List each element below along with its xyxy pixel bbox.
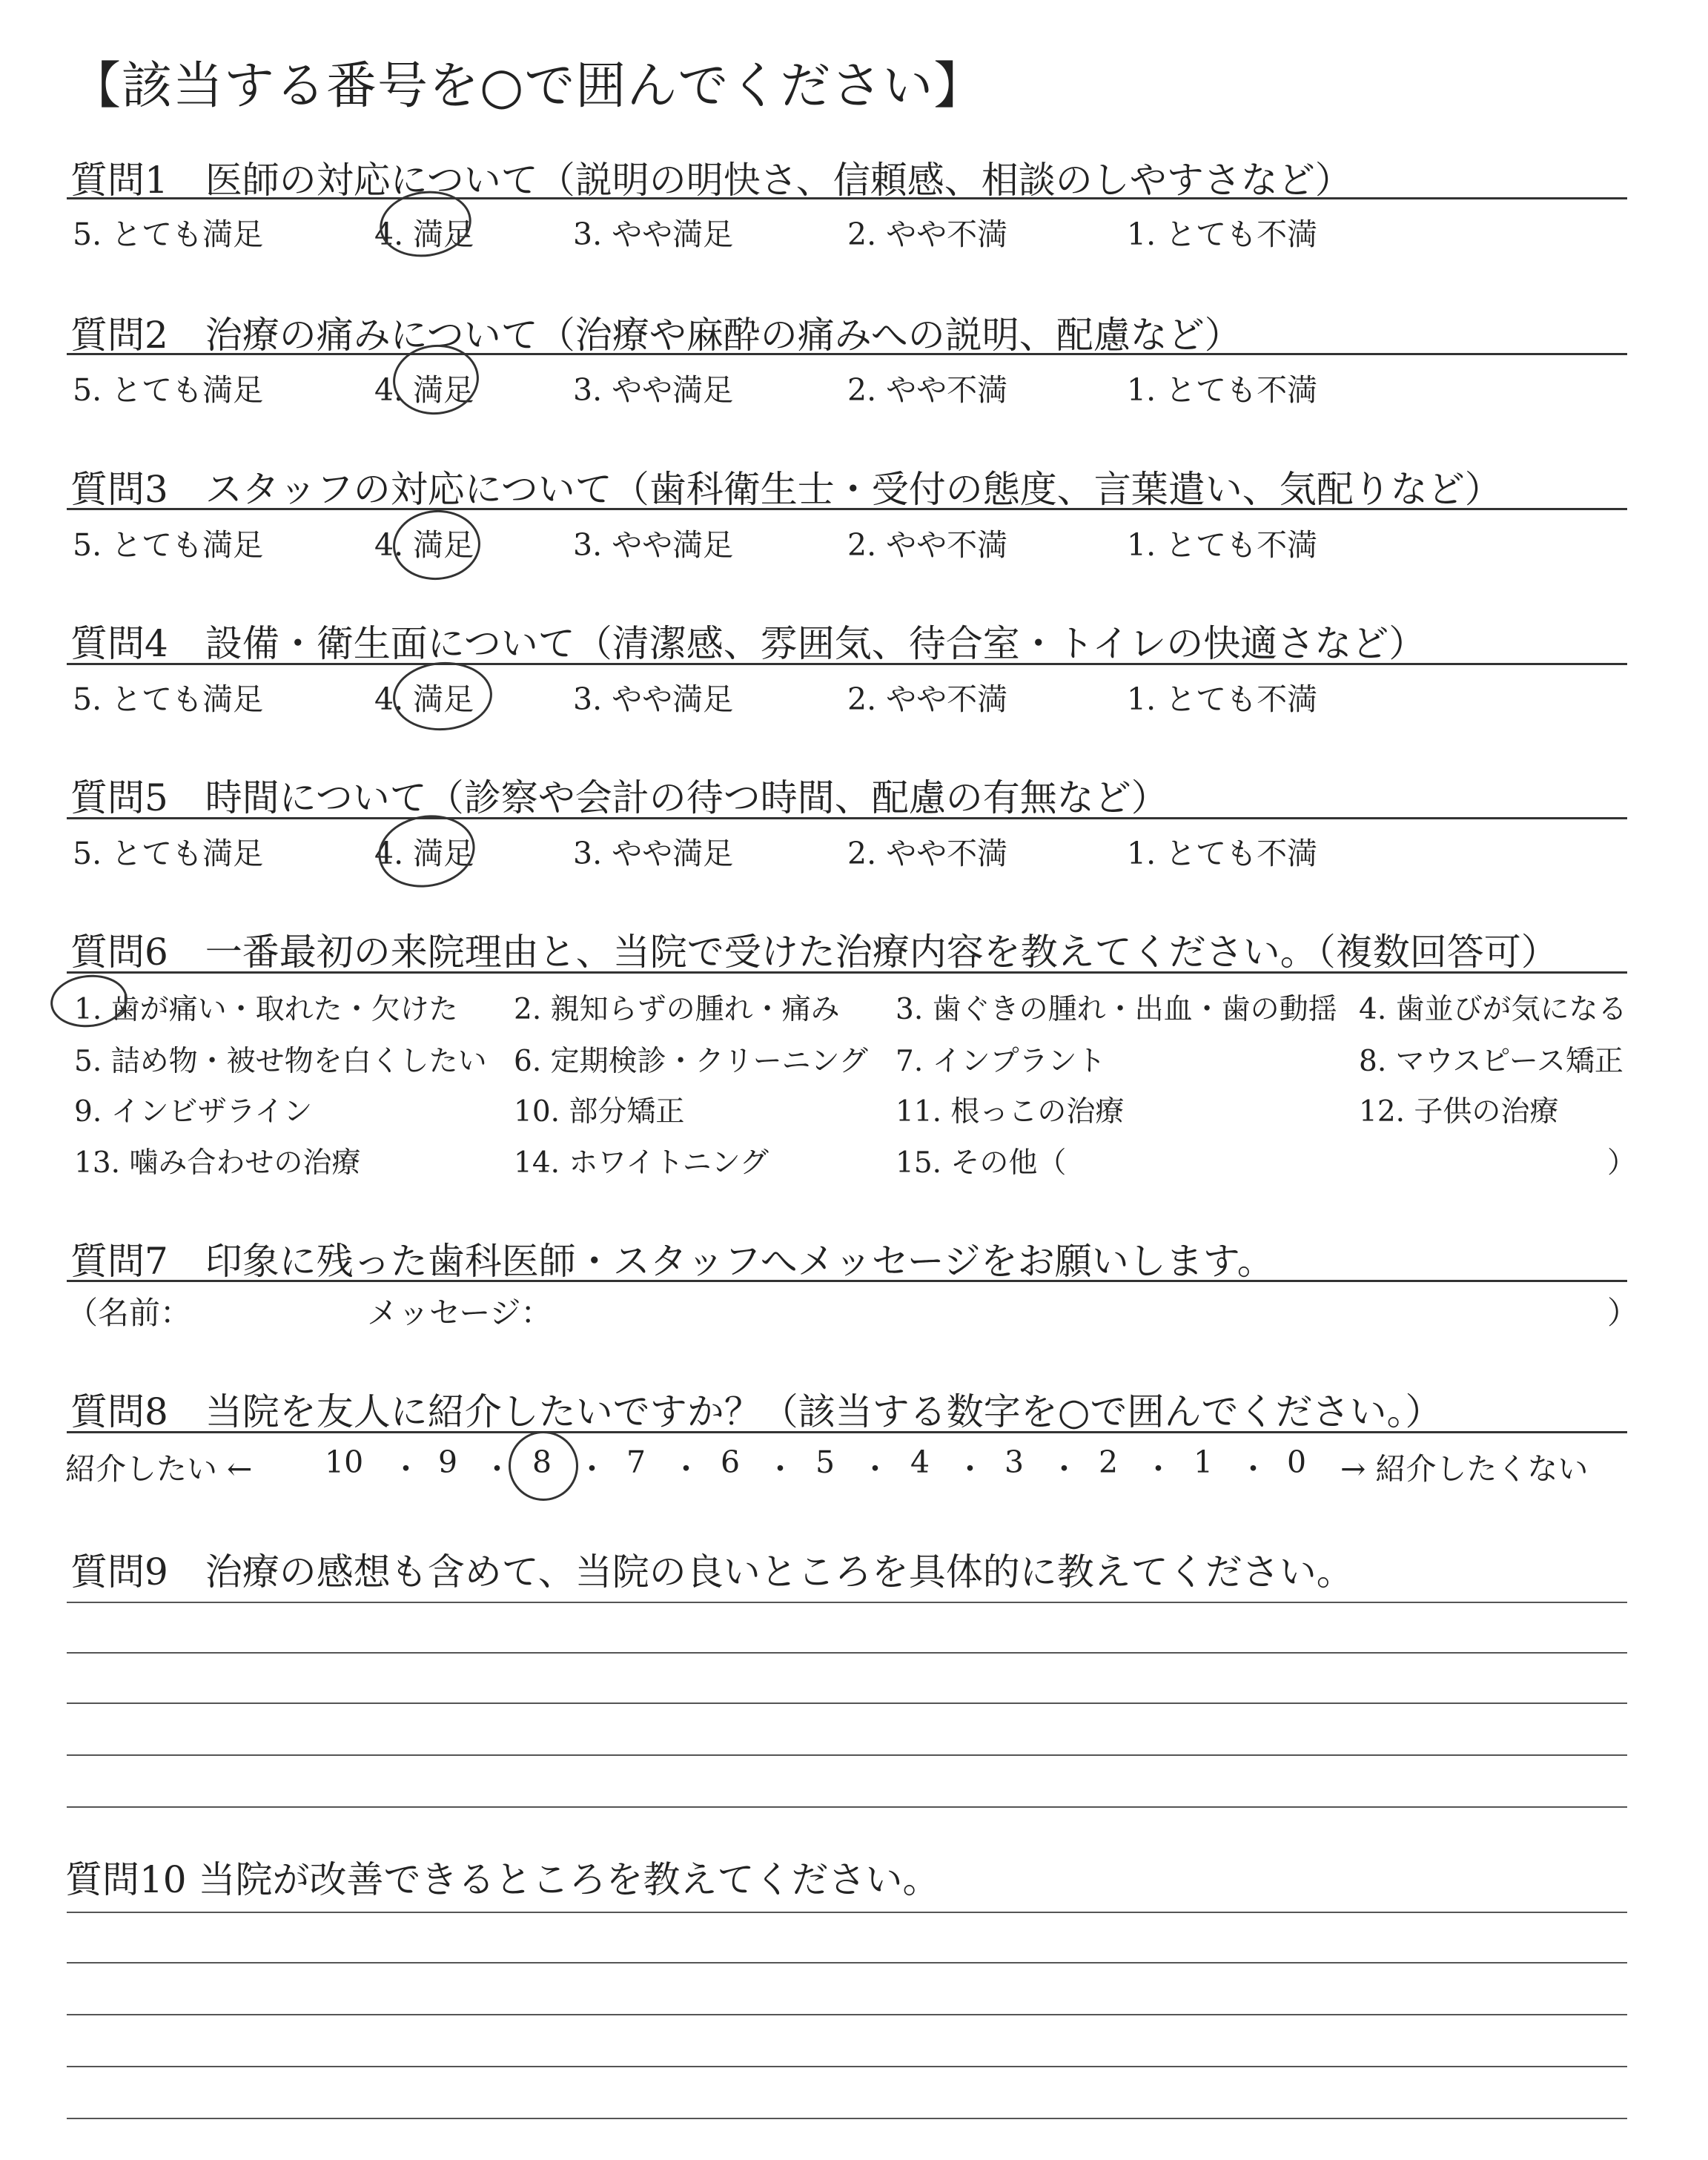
question-8-rule xyxy=(67,1431,1627,1433)
question-10-title: 質問10 当院が改善できるところを教えてください。 xyxy=(65,1858,940,1901)
answer-line xyxy=(67,1806,1627,1808)
q6-option-13[interactable]: 13. 噛み合わせの治療 xyxy=(74,1146,361,1180)
form-header: 【該当する番号を○で囲んでください】 xyxy=(70,57,985,116)
q4-option-4[interactable]: 4. 満足 xyxy=(374,681,474,717)
q8-number-0[interactable]: 0 xyxy=(1287,1444,1307,1480)
question-1-title: 質問1 医師の対応について（説明の明快さ、信頼感、相談のしやすさなど） xyxy=(70,159,1352,202)
q8-number-7[interactable]: 7 xyxy=(626,1444,646,1480)
q3-selection-circle xyxy=(391,507,483,583)
q6-option-8[interactable]: 8. マウスピース矯正 xyxy=(1359,1045,1623,1078)
q1-option-5[interactable]: 5. とても満足 xyxy=(73,217,264,252)
q6-option-4[interactable]: 4. 歯並びが気になる xyxy=(1359,993,1627,1026)
q4-selection-circle xyxy=(391,658,494,733)
q2-option-3[interactable]: 3. やや満足 xyxy=(573,372,734,408)
question-1-rule xyxy=(67,197,1627,199)
answer-line xyxy=(67,1962,1627,1964)
answer-line xyxy=(67,1702,1627,1704)
q8-number-6[interactable]: 6 xyxy=(721,1444,741,1480)
answer-line xyxy=(67,2066,1627,2067)
q6-option-2[interactable]: 2. 親知らずの腫れ・痛み xyxy=(514,993,840,1026)
q6-option-3[interactable]: 3. 歯ぐきの腫れ・出血・歯の動揺 xyxy=(896,993,1337,1026)
q5-option-2[interactable]: 2. やや不満 xyxy=(847,836,1008,871)
q8-separator: ・ xyxy=(1238,1451,1268,1487)
q2-option-1[interactable]: 1. とても不満 xyxy=(1127,372,1318,408)
answer-line xyxy=(67,1602,1627,1603)
q3-option-3[interactable]: 3. やや満足 xyxy=(573,527,734,563)
question-5-title: 質問5 時間について（診察や会計の待つ時間、配慮の有無など） xyxy=(70,776,1168,819)
answer-line xyxy=(67,2118,1627,2119)
question-8-title: 質問8 当院を友人に紹介したいですか？（該当する数字を○で囲んでください。） xyxy=(70,1390,1443,1433)
q6-option-6[interactable]: 6. 定期検診・クリーニング xyxy=(514,1045,868,1078)
q4-option-3[interactable]: 3. やや満足 xyxy=(573,681,734,717)
q3-option-4[interactable]: 4. 満足 xyxy=(374,527,474,563)
q6-option-9[interactable]: 9. インビザライン xyxy=(74,1095,313,1129)
q8-separator: ・ xyxy=(482,1451,512,1487)
q8-separator: ・ xyxy=(577,1451,607,1487)
q6-other-close-paren: ） xyxy=(1607,1146,1637,1180)
question-3-title: 質問3 スタッフの対応について（歯科衛生士・受付の態度、言葉遣い、気配りなど） xyxy=(70,468,1502,511)
q6-option-10[interactable]: 10. 部分矯正 xyxy=(514,1095,685,1129)
q8-separator: ・ xyxy=(1049,1451,1079,1487)
q8-separator: ・ xyxy=(765,1451,795,1487)
q3-option-1[interactable]: 1. とても不満 xyxy=(1127,527,1318,563)
q8-number-9[interactable]: 9 xyxy=(438,1444,458,1480)
q4-option-2[interactable]: 2. やや不満 xyxy=(847,681,1008,717)
q8-number-2[interactable]: 2 xyxy=(1099,1444,1119,1480)
answer-line xyxy=(67,2014,1627,2015)
question-3-rule xyxy=(67,508,1627,510)
q6-option-15[interactable]: 15. その他（ xyxy=(896,1146,1067,1180)
answer-line xyxy=(67,1754,1627,1756)
question-7-title: 質問7 印象に残った歯科医師・スタッフへメッセージをお願いします。 xyxy=(70,1240,1274,1283)
answer-line xyxy=(67,1912,1627,1913)
q8-number-4[interactable]: 4 xyxy=(910,1444,930,1480)
q8-separator: ・ xyxy=(671,1451,701,1487)
q2-option-2[interactable]: 2. やや不満 xyxy=(847,372,1008,408)
q6-option-12[interactable]: 12. 子供の治療 xyxy=(1359,1095,1559,1129)
q6-option-1[interactable]: 1. 歯が痛い・取れた・欠けた xyxy=(74,993,458,1026)
question-9-title: 質問9 治療の感想も含めて、当院の良いところを具体的に教えてください。 xyxy=(70,1550,1354,1593)
q7-message-label: メッセージ： xyxy=(367,1295,552,1331)
q8-separator: ・ xyxy=(860,1451,890,1487)
question-6-title: 質問6 一番最初の来院理由と、当院で受けた治療内容を教えてください。（複数回答可） xyxy=(70,931,1558,974)
question-6-rule xyxy=(67,971,1627,974)
question-4-title: 質問4 設備・衛生面について（清潔感、雰囲気、待合室・トイレの快適さなど） xyxy=(70,622,1426,665)
q8-number-8[interactable]: 8 xyxy=(532,1444,552,1480)
q5-option-3[interactable]: 3. やや満足 xyxy=(573,836,734,871)
question-5-rule xyxy=(67,817,1627,819)
question-2-title: 質問2 治療の痛みについて（治療や麻酔の痛みへの説明、配慮など） xyxy=(70,314,1242,357)
q4-option-1[interactable]: 1. とても不満 xyxy=(1127,681,1318,717)
q5-option-4[interactable]: 4. 満足 xyxy=(374,836,474,871)
q1-option-4[interactable]: 4. 満足 xyxy=(374,217,474,252)
q5-option-1[interactable]: 1. とても不満 xyxy=(1127,836,1318,871)
question-4-rule xyxy=(67,663,1627,665)
question-7-rule xyxy=(67,1280,1627,1282)
q3-option-5[interactable]: 5. とても満足 xyxy=(73,527,264,563)
q1-option-3[interactable]: 3. やや満足 xyxy=(573,217,734,252)
q7-close-paren: ） xyxy=(1607,1295,1639,1331)
q8-separator: ・ xyxy=(1143,1451,1174,1487)
q8-right-label: → 紹介したくない xyxy=(1340,1451,1589,1487)
q1-option-2[interactable]: 2. やや不満 xyxy=(847,217,1008,252)
q6-option-7[interactable]: 7. インプラント xyxy=(896,1045,1106,1078)
q2-option-5[interactable]: 5. とても満足 xyxy=(73,372,264,408)
q6-option-11[interactable]: 11. 根っこの治療 xyxy=(896,1095,1125,1129)
q8-separator: ・ xyxy=(955,1451,985,1487)
q7-name-label: （名前： xyxy=(67,1295,192,1331)
q8-separator: ・ xyxy=(391,1451,421,1487)
q5-option-5[interactable]: 5. とても満足 xyxy=(73,836,264,871)
q6-option-5[interactable]: 5. 詰め物・被せ物を白くしたい xyxy=(74,1045,487,1078)
q8-selection-circle xyxy=(503,1426,584,1507)
q8-number-3[interactable]: 3 xyxy=(1004,1444,1025,1480)
answer-line xyxy=(67,1652,1627,1654)
q1-option-1[interactable]: 1. とても不満 xyxy=(1127,217,1318,252)
q8-number-1[interactable]: 1 xyxy=(1194,1444,1214,1480)
q6-option-14[interactable]: 14. ホワイトニング xyxy=(514,1146,769,1180)
q3-option-2[interactable]: 2. やや不満 xyxy=(847,527,1008,563)
question-2-rule xyxy=(67,353,1627,355)
q8-number-5[interactable]: 5 xyxy=(815,1444,835,1480)
q8-left-label: 紹介したい ← xyxy=(65,1451,253,1487)
q2-option-4[interactable]: 4. 満足 xyxy=(374,372,474,408)
q8-number-10[interactable]: 10 xyxy=(325,1444,364,1480)
q4-option-5[interactable]: 5. とても満足 xyxy=(73,681,264,717)
